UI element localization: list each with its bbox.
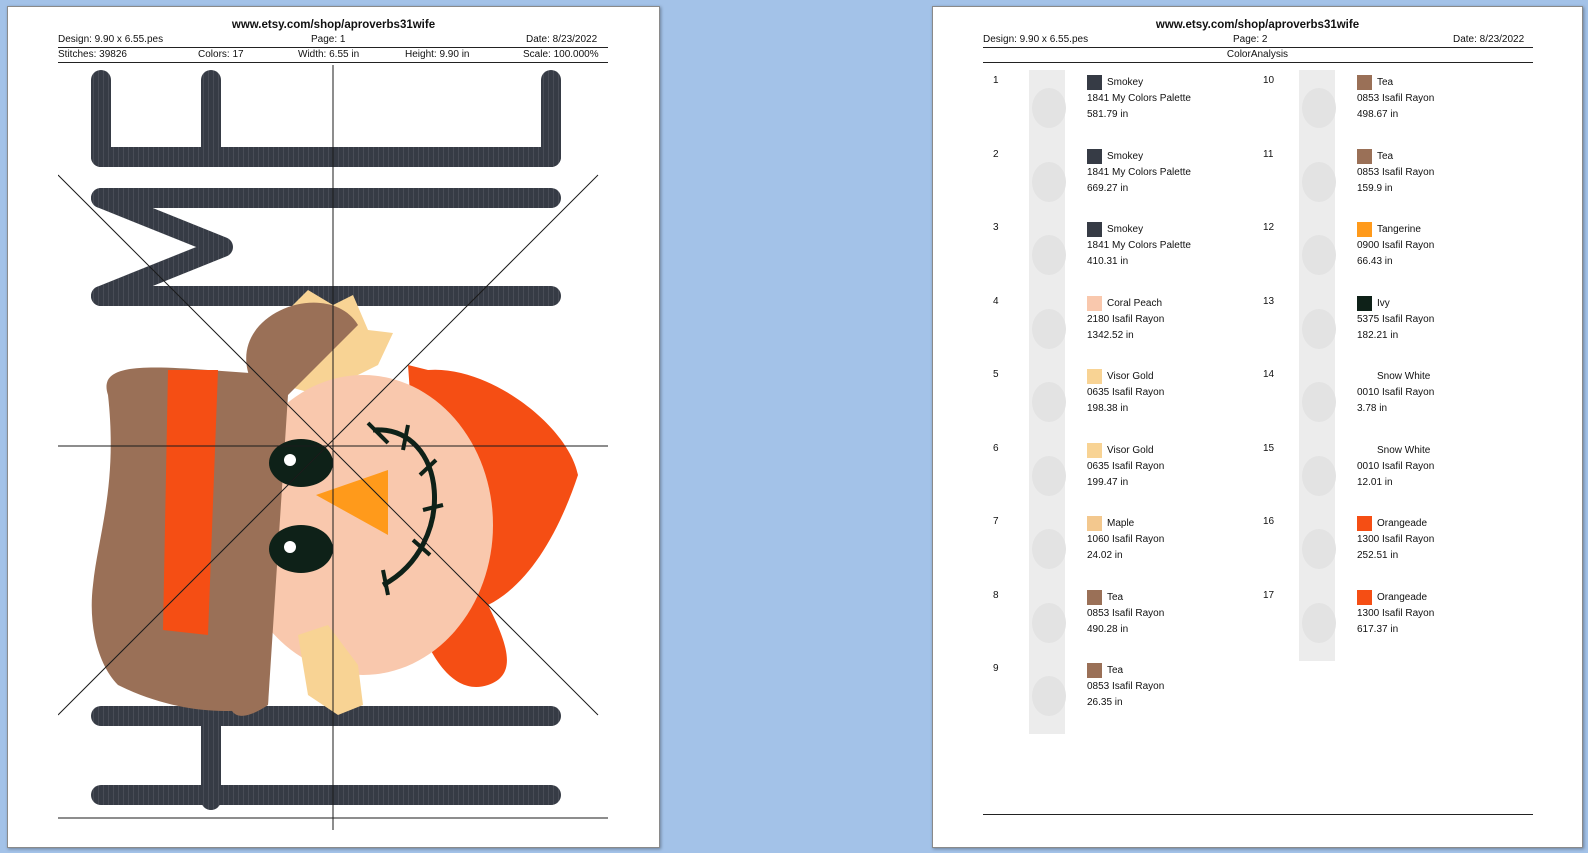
color-name: Tea xyxy=(1107,591,1124,603)
color-entry xyxy=(1263,590,1543,662)
color-name: Visor Gold xyxy=(1107,444,1154,456)
thread-code: 0635 Isafil Rayon xyxy=(1087,387,1165,398)
print-date: Date: 8/23/2022 xyxy=(526,34,598,45)
thread-length: 490.28 in xyxy=(1087,623,1129,635)
entry-number: 1 xyxy=(993,75,999,86)
color-entry xyxy=(1263,369,1543,441)
color-entry xyxy=(993,75,1273,147)
design-file: Design: 9.90 x 6.55.pes xyxy=(58,34,164,45)
color-swatch xyxy=(1087,149,1102,164)
entry-number: 10 xyxy=(1263,75,1275,86)
thread-length: 24.02 in xyxy=(1087,550,1123,561)
color-analysis-page xyxy=(932,6,1583,848)
entry-number: 5 xyxy=(993,369,999,380)
thread-length: 199.47 in xyxy=(1087,476,1129,488)
color-count: Colors: 17 xyxy=(198,49,244,60)
entry-number: 17 xyxy=(1263,589,1275,601)
color-name: Orangeade xyxy=(1377,518,1428,529)
thumb-face xyxy=(1021,291,1073,367)
thread-code: 0010 Isafil Rayon xyxy=(1357,460,1435,472)
color-entry xyxy=(993,516,1273,588)
entry-number: 4 xyxy=(993,295,999,307)
thread-code: 1841 My Colors Palette xyxy=(1087,93,1191,104)
color-name: Smokey xyxy=(1107,224,1144,235)
color-swatch xyxy=(1087,296,1102,311)
thumb-eyes-mouth xyxy=(1291,291,1343,367)
design-scale: Scale: 100.000% xyxy=(523,49,599,60)
thread-length: 669.27 in xyxy=(1087,182,1129,194)
thread-code: 0853 Isafil Rayon xyxy=(1357,166,1435,178)
thumb-hat xyxy=(1291,70,1343,146)
thread-code: 0635 Isafil Rayon xyxy=(1087,460,1165,472)
color-swatch xyxy=(1087,590,1102,605)
color-entry xyxy=(1263,516,1543,588)
thread-length: 159.9 in xyxy=(1357,182,1393,194)
thread-length: 26.35 in xyxy=(1087,697,1123,708)
design-width: Width: 6.55 in xyxy=(298,49,360,60)
thread-length: 581.79 in xyxy=(1087,109,1129,120)
color-name: Orangeade xyxy=(1377,591,1428,603)
thread-length: 410.31 in xyxy=(1087,256,1129,267)
print-date: Date: 8/23/2022 xyxy=(1453,34,1525,45)
thumb-blank xyxy=(1291,364,1343,440)
thumb-outline xyxy=(1291,144,1343,220)
color-name: Tea xyxy=(1377,150,1394,162)
color-entry xyxy=(993,296,1273,368)
thread-code: 1841 My Colors Palette xyxy=(1087,166,1191,178)
site-url: www.etsy.com/shop/aproverbs31wife xyxy=(1155,19,1360,31)
thread-length: 182.21 in xyxy=(1357,329,1399,341)
entry-number: 3 xyxy=(993,222,999,233)
stitch-count: Stitches: 39826 xyxy=(58,49,127,60)
entry-number: 13 xyxy=(1263,295,1275,307)
color-name: Snow White xyxy=(1377,371,1431,382)
color-swatch xyxy=(1087,443,1102,458)
thread-code: 1300 Isafil Rayon xyxy=(1357,534,1435,545)
color-swatch xyxy=(1357,75,1372,90)
thread-code: 0010 Isafil Rayon xyxy=(1357,387,1435,398)
eye-bottom xyxy=(269,525,333,573)
thread-length: 252.51 in xyxy=(1357,550,1399,561)
thread-code: 1300 Isafil Rayon xyxy=(1357,607,1435,619)
entry-number: 16 xyxy=(1263,516,1275,527)
color-swatch xyxy=(1357,222,1372,237)
thread-code: 0853 Isafil Rayon xyxy=(1087,681,1165,692)
color-entry xyxy=(993,222,1273,294)
color-entry xyxy=(993,590,1273,662)
color-swatch xyxy=(1087,369,1102,384)
color-swatch xyxy=(1357,590,1372,605)
color-swatch xyxy=(1357,296,1372,311)
thread-length: 1342.52 in xyxy=(1087,329,1134,341)
thumb-hair-piece xyxy=(1021,438,1073,514)
color-swatch xyxy=(1357,443,1372,458)
header-rule-2 xyxy=(983,62,1533,63)
thumb-hat-brim xyxy=(1021,585,1073,661)
color-swatch xyxy=(1087,222,1102,237)
color-name: Smokey xyxy=(1107,77,1144,88)
entry-number: 2 xyxy=(993,148,999,160)
color-entry xyxy=(993,149,1273,221)
page-number: Page: 1 xyxy=(311,34,346,45)
site-url: www.etsy.com/shop/aproverbs31wife xyxy=(231,19,436,31)
thread-code: 1841 My Colors Palette xyxy=(1087,240,1191,251)
color-name: Maple xyxy=(1107,518,1135,529)
thumb-e-letter xyxy=(1021,217,1073,293)
design-preview-page xyxy=(7,6,660,848)
color-name: Coral Peach xyxy=(1107,297,1163,309)
color-entry xyxy=(1263,222,1543,294)
color-entry xyxy=(1263,149,1543,221)
thumb-hat-band xyxy=(1291,511,1343,587)
thread-code: 0853 Isafil Rayon xyxy=(1087,607,1165,619)
color-entry xyxy=(993,443,1273,515)
color-swatch xyxy=(1357,369,1372,384)
footer-rule xyxy=(983,814,1533,815)
thread-code: 2180 Isafil Rayon xyxy=(1087,313,1165,325)
thread-length: 617.37 in xyxy=(1357,623,1399,635)
color-swatch xyxy=(1357,516,1372,531)
entry-number: 14 xyxy=(1263,369,1275,380)
color-name: Tea xyxy=(1377,77,1394,88)
color-entry xyxy=(1263,443,1543,515)
entry-number: 11 xyxy=(1263,148,1274,160)
thread-code: 0900 Isafil Rayon xyxy=(1357,240,1435,251)
color-entry xyxy=(1263,296,1543,368)
embroidery-design xyxy=(58,65,608,830)
header-rule-2 xyxy=(58,62,608,63)
entry-number: 12 xyxy=(1263,222,1275,233)
color-entry xyxy=(1263,75,1543,147)
thread-code: 1060 Isafil Rayon xyxy=(1087,534,1165,545)
entry-number: 15 xyxy=(1263,442,1275,454)
thread-code: 0853 Isafil Rayon xyxy=(1357,93,1435,104)
color-analysis-title: ColorAnalysis xyxy=(1226,49,1289,60)
color-name: Smokey xyxy=(1107,150,1144,162)
thumb-outline xyxy=(1021,511,1073,587)
entry-number: 6 xyxy=(993,442,999,454)
color-name: Tangerine xyxy=(1377,224,1421,235)
thumb-nose xyxy=(1291,217,1343,293)
thumb-home-letters xyxy=(1021,144,1073,220)
design-file: Design: 9.90 x 6.55.pes xyxy=(983,34,1089,45)
header-rule xyxy=(983,47,1533,48)
thread-length: 498.67 in xyxy=(1357,109,1399,120)
thread-code: 5375 Isafil Rayon xyxy=(1357,313,1435,325)
design-height: Height: 9.90 in xyxy=(405,49,470,60)
page-number: Page: 2 xyxy=(1233,34,1268,45)
entry-number: 7 xyxy=(993,516,999,527)
color-entry xyxy=(993,663,1273,735)
entry-number: 8 xyxy=(993,589,999,601)
thread-length: 66.43 in xyxy=(1357,256,1393,267)
thumb-home-top-letters xyxy=(1021,70,1073,146)
color-name: Ivy xyxy=(1377,297,1390,309)
color-name: Snow White xyxy=(1377,444,1431,456)
color-name: Visor Gold xyxy=(1107,371,1154,382)
entry-number: 9 xyxy=(993,663,999,674)
thumb-outline xyxy=(1021,658,1073,734)
color-swatch xyxy=(1357,149,1372,164)
thread-length: 3.78 in xyxy=(1357,403,1388,414)
color-swatch xyxy=(1087,75,1102,90)
header-rule xyxy=(58,47,608,48)
thread-length: 198.38 in xyxy=(1087,403,1129,414)
color-name: Tea xyxy=(1107,665,1124,676)
thumb-hair xyxy=(1291,585,1343,661)
thumb-hair-piece xyxy=(1021,364,1073,440)
thread-length: 12.01 in xyxy=(1357,476,1393,488)
color-swatch xyxy=(1087,516,1102,531)
color-entry xyxy=(993,369,1273,441)
thumb-blank xyxy=(1291,438,1343,514)
color-swatch xyxy=(1087,663,1102,678)
